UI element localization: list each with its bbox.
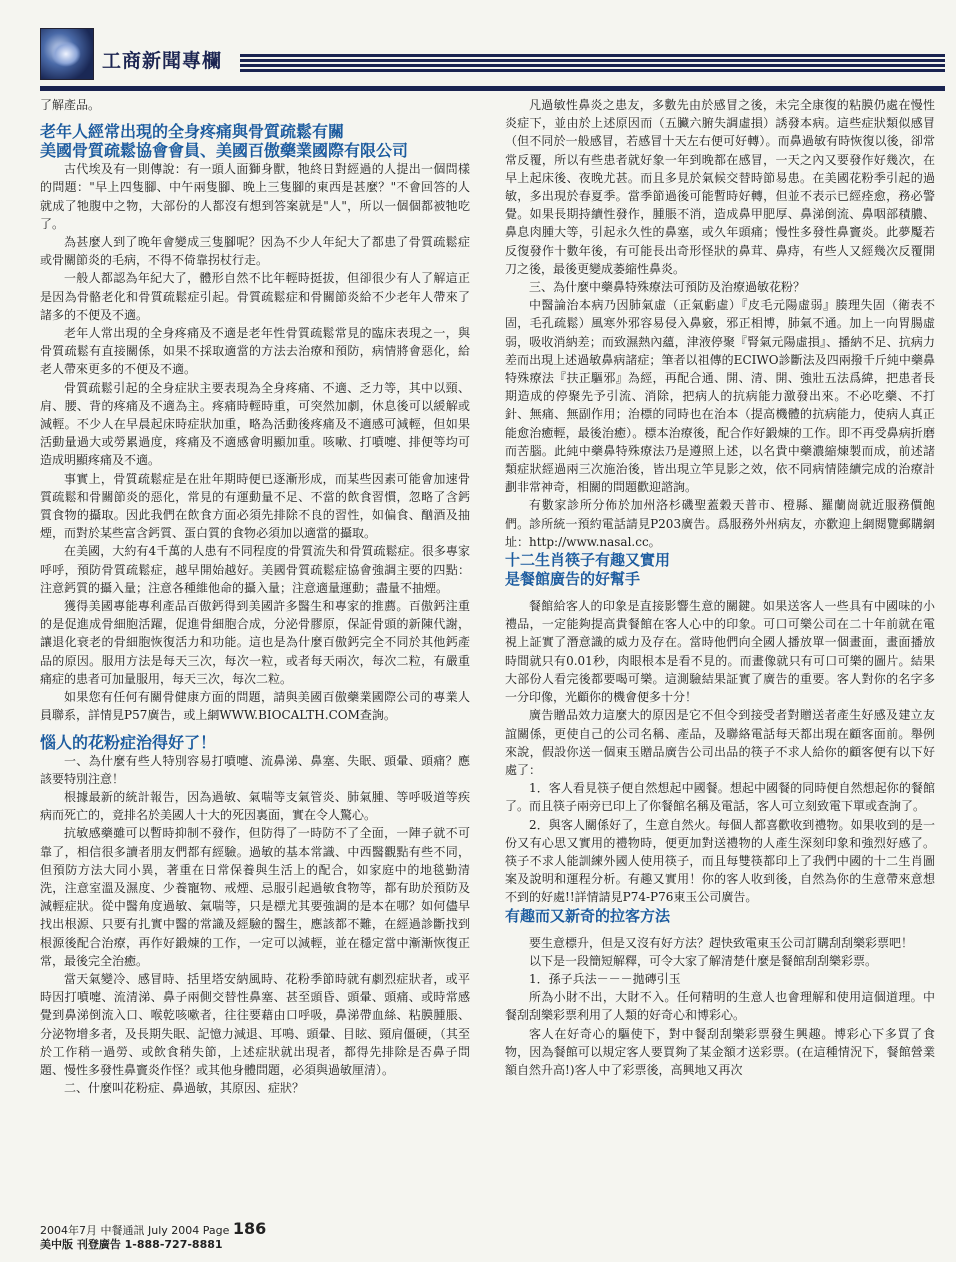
page-footer xyxy=(40,1219,267,1252)
paragraph: 中醫論治本病乃因肺氣虛（正氣虧虛）『皮毛元陽虛弱』腠理失固（衛表不固，毛孔疏鬆）風寒外邪容易侵入鼻竅，邪正相博，肺氣不通。加上一向胃腸虛弱，吸收消納差；而致濕熱內蘊，津液停聚『腎氣元陽虛損』、播納不足、抗病力差而出現上述過敏鼻病諸症；筆者以祖傳的ECIWO診斷法及四兩撥千斤純中藥鼻特殊療法『扶正驅邪』為經，再配合通、開、清、開、強壯五法爲緯，把患者長期造成的停聚先予引流、消除，把病人的抗病能力激發出來。不必吃藥、不打針、無痛、無副作用；治標的同時也在治本（提高機體的抗病能力，使病人真正能愈治癒輕，最後治癒）。標本治療後，配合作好鍛煉的工作。即不再受鼻病折磨而苦腦。此純中藥鼻特殊療法乃是遵照上述，以名貴中藥濃縮煉製而成，前述諸類症狀經過兩三次施治後，皆出現立竿見影之效，依不同病情陸續完成的治療計劃非常神奇，相關的問題歡迎諮詢。 xyxy=(505,298,935,495)
paragraph: 二、什麼叫花粉症、鼻過敏，其原因、症狀？ xyxy=(64,1081,305,1096)
article2-title: 惱人的花粉症治得好了！ xyxy=(40,732,217,752)
paragraph: 如果您有任何有關骨健康方面的問題，請與美國百傲藥業國際公司的專業人員聯系，詳情見P57廣告，或上網WWW.BIOCALTH.COM查詢。 xyxy=(40,690,470,723)
paragraph: 2．與客人關係好了，生意自然火。每個人都喜歡收到禮物。如果收到的是一份又有心思又實用的禮物時，便更加對送禮物的人產生深刻印象和強烈好感了。筷子不求人能訓練外國人使用筷子，而且每雙筷都印上了我們中國的十二生肖圖案及說明和運程分析。有趣又實用！你的客人收到後，自然為你的生意帶來意想不到的好處!!詳情請見P74-P76東玉公司廣告。 xyxy=(505,817,935,905)
right-column xyxy=(505,96,935,1079)
intro-text: 了解產品。 xyxy=(40,98,101,112)
article4-title: 有趣而又新奇的拉客方法 xyxy=(505,906,671,925)
left-column xyxy=(40,96,470,1097)
paragraph: 一般人都認為年紀大了，體形自然不比年輕時挺拔，但卻很少有人了解這正是因為骨骼老化和骨質疏鬆症引起。骨質疏鬆症和骨關節炎給不少老年人帶來了諸多的不便及不適。 xyxy=(40,271,470,322)
column-header xyxy=(40,20,945,92)
article3-title-line1: 十二生肖筷子有趣又實用 xyxy=(505,551,671,570)
header-rule xyxy=(40,86,945,91)
paragraph: 餐館給客人的印象是直接影響生意的關鍵。如果送客人一些具有中國味的小禮品，一定能夠提高貴餐館在客人心中的印象。可口可樂公司在二十年前就在電視上証實了潛意識的威力及存在。當時他們向全國人播放單一個畫面，畫面播放時間就只有0.01秒，肉眼根本是看不見的。而畫像就只有可口可樂的圖片。結果大部份人看完後都要喝可樂。這測驗結果証實了廣告的重要。客人對你的名字多一分印像，光顧你的機會便多十分！ xyxy=(505,599,935,705)
column-title: 工商新聞專欄 xyxy=(102,50,223,72)
page-number: 186 xyxy=(232,1219,267,1238)
paragraph: 抗敏感藥雖可以暫時抑制不發作，但防得了一時防不了全面，一陣子就不可靠了，相信很多讀者朋友們都有經驗。過敏的基本常識、中西醫觀點有些不同，但預防方法大同小異，著重在日常保養與生活上的配合，如家庭中的地毯勤清洗，注意室溫及濕度、少養寵物、戒煙、忌服引起過敏食物等，都有助於預防及減輕症狀。從中醫角度過敏、氣喘等，只是標尤其要強調的是本在哪？如何儘早找出根源、只要有扎實中醫的常識及經驗的醫生，應該都不難，在經過診斷找到根源後配合治療，再作好鍛煉的工作，一定可以減輕，並在穩定當中漸漸恢復正常，最後完全治癒。 xyxy=(40,826,470,968)
paragraph: 以下是一段簡短解釋，可令大家了解清楚什麼是餐館刮刮樂彩票。 xyxy=(529,953,878,968)
paragraph: 要生意標升，但是又沒有好方法？趕快致電東玉公司訂購刮刮樂彩票吧！ xyxy=(529,935,914,950)
article1-title-line1: 老年人經常出現的全身疼痛與骨質疏鬆有關 xyxy=(40,122,345,142)
paragraph: 根據最新的統計報告，因為過敏、氣喘等支氣管炎、肺氣腫、等呼吸道等疾病而死亡的，竟排名於美國人十大的死因裏面，實在令人驚心。 xyxy=(40,789,470,823)
paragraph: 客人在好奇心的驅使下，對中餐刮刮樂彩票發生興趣。博彩心下多買了食物，因為餐館可以規定客人要買夠了某金額才送彩票。(在這種情況下，餐館營業額自然升高!)客人中了彩票後，高興地又再次 xyxy=(505,1026,935,1077)
article1-title-line2: 美國骨質疏鬆協會會員、美國百傲藥業國際有限公司 xyxy=(40,141,409,161)
paragraph: 所為小財不出，大財不入。任何精明的生意人也會理解和使用這個道理。中餐刮刮樂彩票利用了人類的好奇心和博彩心。 xyxy=(505,990,935,1023)
paragraph: 一、為什麼有些人特別容易打噴嚏、流鼻涕、鼻塞、失眠、頭暈、頭痛？應該要特別注意！ xyxy=(40,753,470,786)
paragraph: 有數家診所分佈於加州洛杉磯聖蓋穀天普市、橙縣、羅蘭崗就近服務價飽們。診所統一預約電話請見P203廣告。爲服務外州病友，亦歡迎上網閱覽郵購網址：http://www.nasal.cc。 xyxy=(505,498,935,549)
paragraph: 老年人常出現的全身疼痛及不適是老年性骨質疏鬆常見的臨床表現之一，與骨質疏鬆有直接關係，如果不採取適當的方法去治療和預防，病情將會惡化，給老人帶來更多的不便及不適。 xyxy=(40,326,470,377)
paragraph: 廣告贈品效力這麼大的原因是它不但令到接受者對贈送者產生好感及建立友誼關係，更使自己的公司名稱、產品，及聯絡電話每天都出現在顧客面前。舉例來說，假設你送一個東玉贈品廣告公司出品的筷子不求人給你的顧客便有以下好處了： xyxy=(505,708,935,777)
header-stripes xyxy=(240,54,945,76)
paragraph: 古代埃及有一則傳說：有一頭人面獅身獸，牠終日對經過的人提出一個問樣的問題："早上四隻腳、中午兩隻腳、晚上三隻腳的東西是甚麼？"不會回答的人就成了牠腹中之物，大部份的人都沒有想到答案就是"人"，所以一個個都被牠吃了。 xyxy=(40,162,470,231)
paragraph: 獲得美國專能專利產品百傲鈣得到美國許多醫生和專家的推薦。百傲鈣注重的是促進成骨細胞活躍，促進骨細胞合成，分泌骨膠原，保証骨頭的新陳代謝，讓退化衰老的骨細胞恢復活力和功能。這也是為什麼百傲鈣完全不同於其他鈣產品的原因。服用方法是每天三次，每次一粒，或者每天兩次，每次二粒，有嚴重痛症的患者可加量服用，每天三次，每次二粒。 xyxy=(40,599,470,686)
paragraph: 在美國，大約有4千萬的人患有不同程度的骨質流失和骨質疏鬆症。很多專家呼呼，預防骨質疏鬆症，越早開始越好。美國骨質疏鬆症協會強調主要的四點：注意鈣質的攝入量；注意各種維他命的攝入量；注意適量運動；盡量不抽煙。 xyxy=(40,544,470,595)
header-logo-image xyxy=(40,28,94,80)
subheading: 三、為什麼中藥鼻特殊療法可預防及治療過敏花粉？ xyxy=(529,280,806,295)
footer-date: 2004年7月 中餐通訊 July 2004 Page xyxy=(40,1224,230,1237)
paragraph: 骨質疏鬆引起的全身症狀主要表現為全身疼痛、不適、乏力等，其中以頸、肩、腰、背的疼痛及不適為主。疼痛時輕時重，可突然加劇，休息後可以緩解或減輕。不少人在早晨起床時症狀加重，略為活動後疼痛及不適感可減輕，但如果活動量過大或勞累過度，疼痛及不適感會明顯加重。咳嗽、打噴嚏、排便等均可造成明顯疼痛及不適。 xyxy=(40,380,470,468)
paragraph: 1．孫子兵法－－－拋磚引玉 xyxy=(529,971,681,986)
paragraph: 1．客人看見筷子便自然想起中國餐。想起中國餐的同時便自然想起你的餐館了。而且筷子兩旁已印上了你餐館名稱及電話，客人可立刻致電下單或查詢了。 xyxy=(505,781,935,814)
paragraph: 當天氣變冷、感冒時、括里塔安納風時、花粉季節時就有劇烈症狀者，或平時因打噴嚏、流清涕、鼻子兩側交替性鼻塞、甚至頭昏、頭暈、頭痛、或時常感覺到鼻涕倒流入口、喉乾咳嗽者，往往要藉由口呼吸，鼻涕帶血絲、粘膜腫脹、分泌物增多者，及長期失眠、記憶力減退、耳鳴、頭暈、目眩、頸肩僵硬，（其至於工作稍一過勞、或飲食稍失節，上述症狀就出現者，都得先排除是否鼻子問題、慢性多發性鼻竇炎作怪？或其他身體問題，必須與過敏厘清）。 xyxy=(40,971,470,1077)
article3-title-line2: 是餐館廣告的好幫手 xyxy=(505,570,641,589)
paragraph: 為甚麼人到了晚年會變成三隻腳呢？因為不少人年紀大了都患了骨質疏鬆症或骨關節炎的毛病，不得不倚靠拐杖行走。 xyxy=(40,235,470,268)
footer-ad-line: 美中版 刊登廣告 1-888-727-8881 xyxy=(40,1238,223,1251)
paragraph: 凡過敏性鼻炎之患友，多數先由於感冒之後，未完全康復的粘膜仍處在慢性炎症下，並由於上述原因而（五臟六腑失調虛損）誘發本病。這些症狀類似感冒（但不同於一般感冒，若感冒十天左右便可好轉）。而鼻過敏有時恢復以後，卻常常反覆，所以有些患者就好象一年到晚都在感冒，一天之內又要發作好幾次，在早上起床後、夜晚尤甚。而且多見於氣候交替時節易患。在美國花粉季引起的過敏，多出現於春夏季。當季節過後可能暫時好轉，但並不表示已經痊愈，務必警覺。如果長期持續性發作，腫脹不消，造成鼻甲肥厚、鼻涕倒流、鼻咽部積膿、鼻息肉腫大等，引起永久性的鼻塞，或久年頭痛；慢性多發性鼻竇炎。此夢魘若反復發作十數年後，有可能長出奇形怪狀的鼻茸、鼻痔，有些人又經幾次反覆開刀之後，最後更變成萎縮性鼻炎。 xyxy=(505,98,935,276)
paragraph: 事實上，骨質疏鬆症是在壯年期時便已逐漸形成，而某些因素可能會加速骨質疏鬆和骨關節炎的惡化，常見的有運動量不足、不當的飲食習慣，忽略了含鈣質食物的攝取。因此我們在飲食方面必須先排除不良的習性，如偏食、酗酒及抽煙，而對於某些富含鈣質、蛋白質的食物必須加以適當的攝取。 xyxy=(40,471,470,541)
